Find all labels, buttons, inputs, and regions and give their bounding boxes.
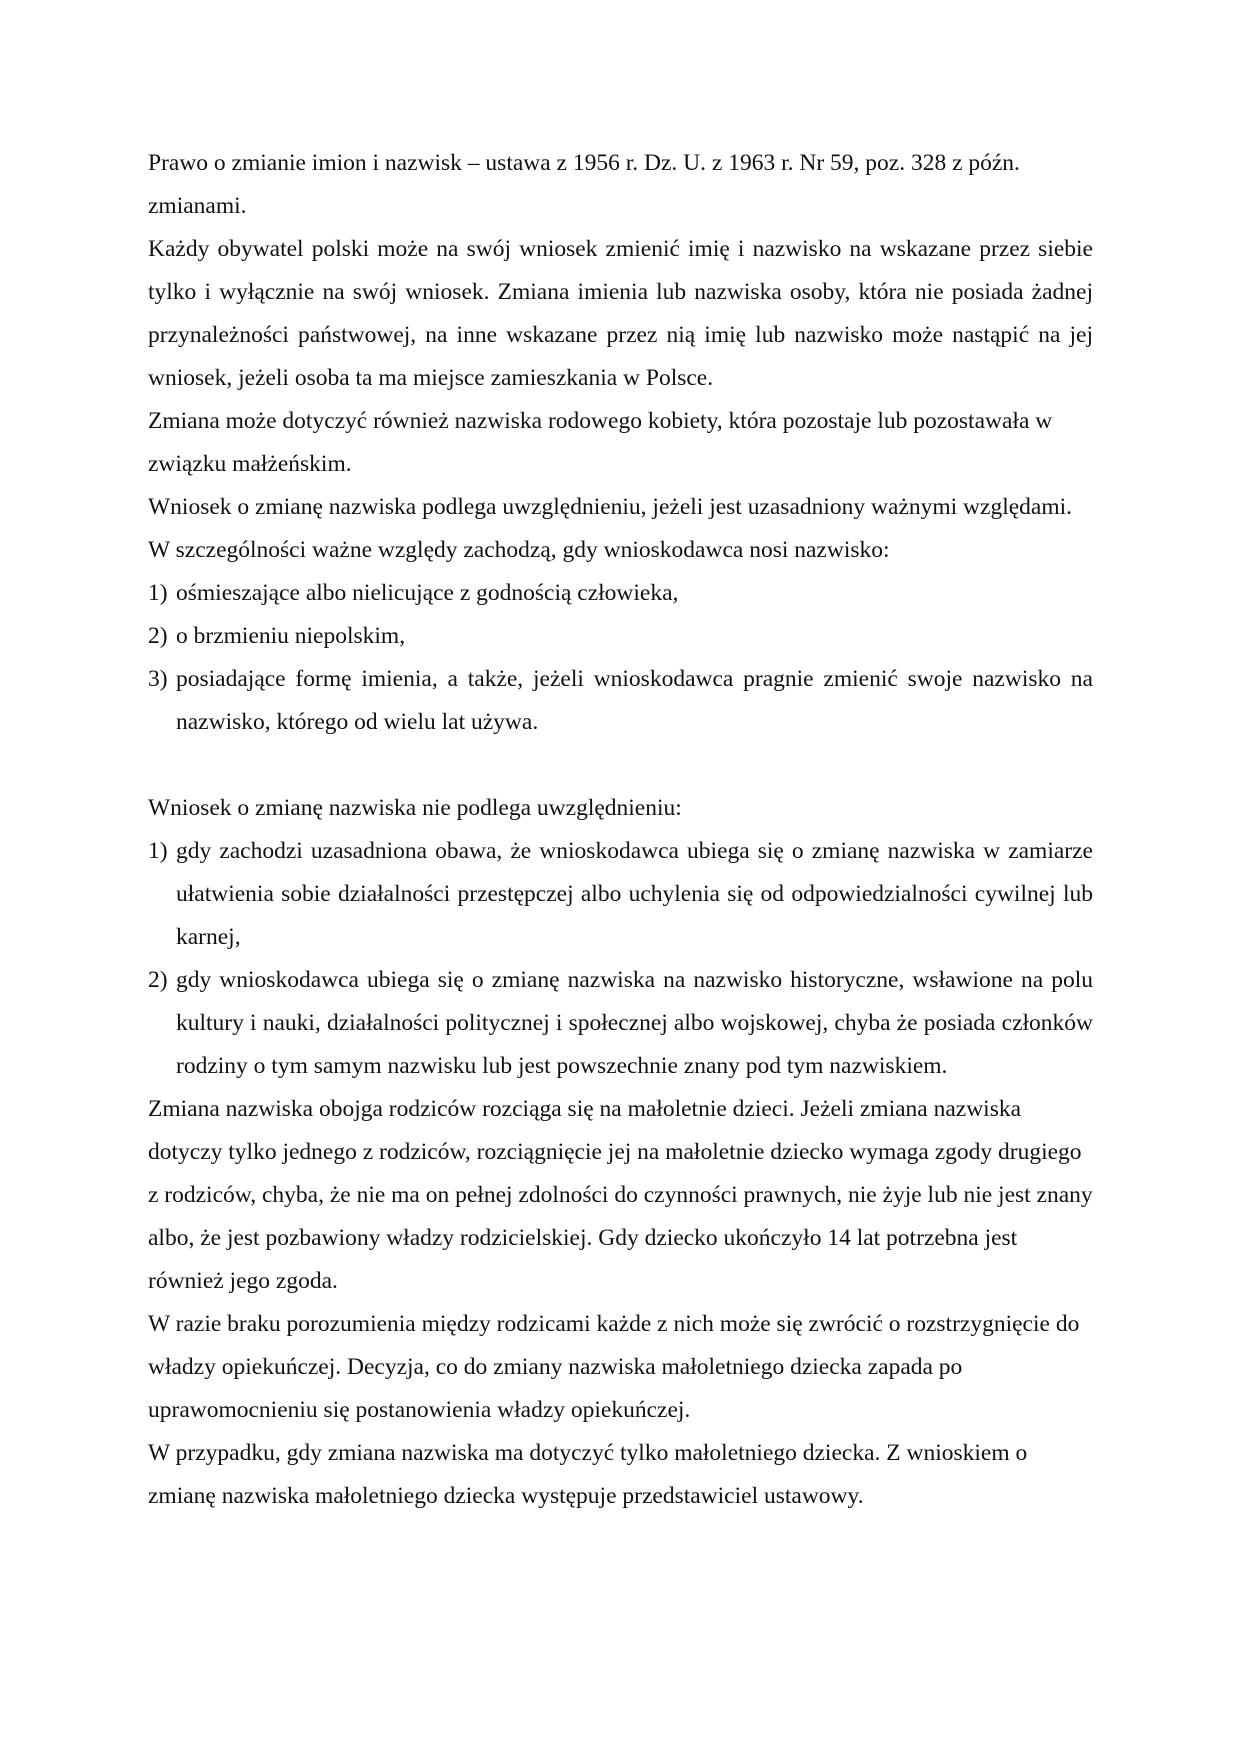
list-item — [148, 572, 1093, 615]
list-item-text: o brzmieniu niepolskim, — [176, 623, 406, 649]
paragraph-4: Wniosek o zmianę nazwiska nie podlega uwzględnieniu: — [148, 795, 682, 821]
list-item — [148, 658, 1093, 744]
paragraph-7: W przypadku, gdy zmiana nazwiska ma dotyczyć tylko małoletniego dziecka. Z wnioskiem o zmianę nazwiska małoletniego dziecka występuje przedstawiciel ustawowy. — [148, 1440, 1028, 1509]
list-item-number: 3) — [148, 666, 168, 692]
paragraph-3: Wniosek o zmianę nazwiska podlega uwzględnieniu, jeżeli jest uzasadniony ważnymi względami. W szczególności ważne względy zachodzą, gdy wnioskodawca nosi nazwisko: — [148, 494, 1073, 563]
paragraph-2: Zmiana może dotyczyć również nazwiska rodowego kobiety, która pozostaje lub pozostawała w związku małżeńskim. — [148, 408, 1053, 477]
list-item — [148, 959, 1093, 1088]
paragraph-6: W razie braku porozumienia między rodzicami każde z nich może się zwrócić o rozstrzygnięcie do władzy opiekuńczej. Decyzja, co do zmiany nazwiska małoletniego dziecka zapada po uprawomocnieniu się postanowienia władzy opiekuńczej. — [148, 1311, 1080, 1423]
list-rejection-reasons — [148, 830, 1093, 1088]
list-item — [148, 615, 1093, 658]
list-item-number: 2) — [148, 623, 168, 649]
list-item-number: 1) — [148, 838, 168, 864]
list-item-text: gdy wnioskodawca ubiega się o zmianę nazwiska na nazwisko historyczne, wsławione na polu kultury i nauki, działalności politycznej i społecznej albo wojskowej, chyba że posiada członków rodziny o tym samym nazwisku lub jest powszechnie znany pod tym nazwiskiem. — [176, 967, 1093, 1079]
document-title: Prawo o zmianie imion i nazwisk – ustawa z 1956 r. Dz. U. z 1963 r. Nr 59, poz. 328 z późn. zmianami. — [148, 150, 1020, 219]
document-page — [148, 142, 1093, 1518]
list-item-text: gdy zachodzi uzasadniona obawa, że wnioskodawca ubiega się o zmianę nazwiska w zamiarze ułatwienia sobie działalności przestępczej albo uchylenia się od odpowiedzialności cywilnej lub karnej, — [176, 838, 1093, 950]
paragraph-1: Każdy obywatel polski może na swój wniosek zmienić imię i nazwisko na wskazane przez siebie tylko i wyłącznie na swój wniosek. Zmiana imienia lub nazwiska osoby, która nie posiada żadnej przynależności państwowej, na inne wskazane przez nią imię lub nazwisko może nastąpić na jej wniosek, jeżeli osoba ta ma miejsce zamieszkania w Polsce. — [148, 236, 1093, 391]
paragraph-5: Zmiana nazwiska obojga rodziców rozciąga się na małoletnie dzieci. Jeżeli zmiana nazwiska dotyczy tylko jednego z rodziców, rozciągnięcie jej na małoletnie dziecko wymaga zgody drugiego z rodziców, chyba, że nie ma on pełnej zdolności do czynności prawnych, nie żyje lub nie jest znany albo, że jest pozbawiony władzy rodzicielskiej. Gdy dziecko ukończyło 14 lat potrzebna jest również jego zgoda. — [148, 1096, 1093, 1294]
list-item-number: 2) — [148, 967, 168, 993]
list-item-number: 1) — [148, 580, 168, 606]
list-item — [148, 830, 1093, 959]
list-valid-reasons — [148, 572, 1093, 744]
blank-line — [148, 744, 1093, 787]
list-item-text: posiadające formę imienia, a także, jeżeli wnioskodawca pragnie zmienić swoje nazwisko na nazwisko, którego od wielu lat używa. — [176, 666, 1093, 735]
list-item-text: ośmieszające albo nielicujące z godnością człowieka, — [176, 580, 679, 606]
